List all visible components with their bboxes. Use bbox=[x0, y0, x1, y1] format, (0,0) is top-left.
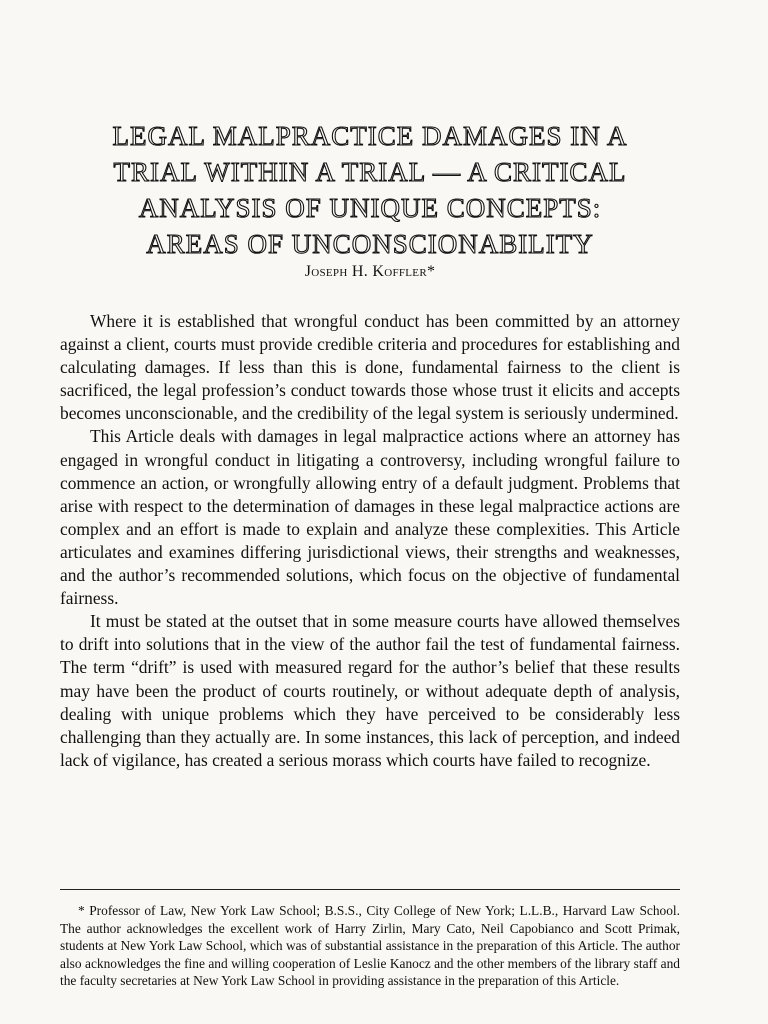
footnote: * Professor of Law, New York Law School; B.S.S., City College of New York; L.L.B., Harvard Law School. The author acknowledges the excellent work of Harry Zirlin, Mary Cato, Neil Capobianco and Scott Primak, students at New York Law School, which was of substantial assistance in the preparation of this Article. The author also acknowledges the fine and willing cooperation of Leslie Kanocz and the other members of the library staff and the faculty secretaries at New York Law School in providing assistance in the preparation of this Article. bbox=[60, 903, 680, 989]
article-title bbox=[60, 118, 680, 262]
article-page bbox=[60, 0, 680, 1024]
footnote-divider bbox=[60, 889, 680, 890]
title-line-2: TRIAL WITHIN A TRIAL — A CRITICAL bbox=[113, 157, 627, 187]
title-line-4: AREAS OF UNCONSCIONABILITY bbox=[146, 229, 594, 259]
paragraph-1: Where it is established that wrongful conduct has been committed by an attorney against a client, courts must provide credible criteria and procedures for establishing and calculating damages. If less than this is done, fundamental fairness to the client is sacrificed, the legal profession’s conduct towards those whose trust it elicits and accepts becomes unconscionable, and the credibility of the legal system is seriously undermined. bbox=[60, 311, 680, 424]
author-name: Joseph H. Koffler* bbox=[304, 263, 436, 280]
title-line-3: ANALYSIS OF UNIQUE CONCEPTS: bbox=[138, 193, 602, 223]
article-body bbox=[60, 310, 680, 772]
paragraph-3: It must be stated at the outset that in some measure courts have allowed themselves to drift into solutions that in the view of the author fail the test of fundamental fairness. The term “drift” is used with measured regard for the author’s belief that these results may have been the product of courts routinely, or without adequate depth of analysis, dealing with unique problems which they have perceived to be considerably less challenging than they actually are. In some instances, this lack of perception, and indeed lack of vigilance, has created a serious morass which courts have failed to recognize. bbox=[60, 611, 680, 770]
title-line-1: LEGAL MALPRACTICE DAMAGES IN A bbox=[112, 121, 628, 151]
paragraph-2: This Article deals with damages in legal malpractice actions where an attorney has engaged in wrongful conduct in litigating a controversy, including wrongful failure to commence an action, or wrongfully allowing entry of a default judgment. Problems that arise with respect to the determination of damages in these legal malpractice actions are complex and an effort is made to explain and analyze these complexities. This Article articulates and examines differing jurisdictional views, their strengths and weaknesses, and the author’s recommended solutions, which focus on the objective of fundamental fairness. bbox=[60, 426, 680, 609]
